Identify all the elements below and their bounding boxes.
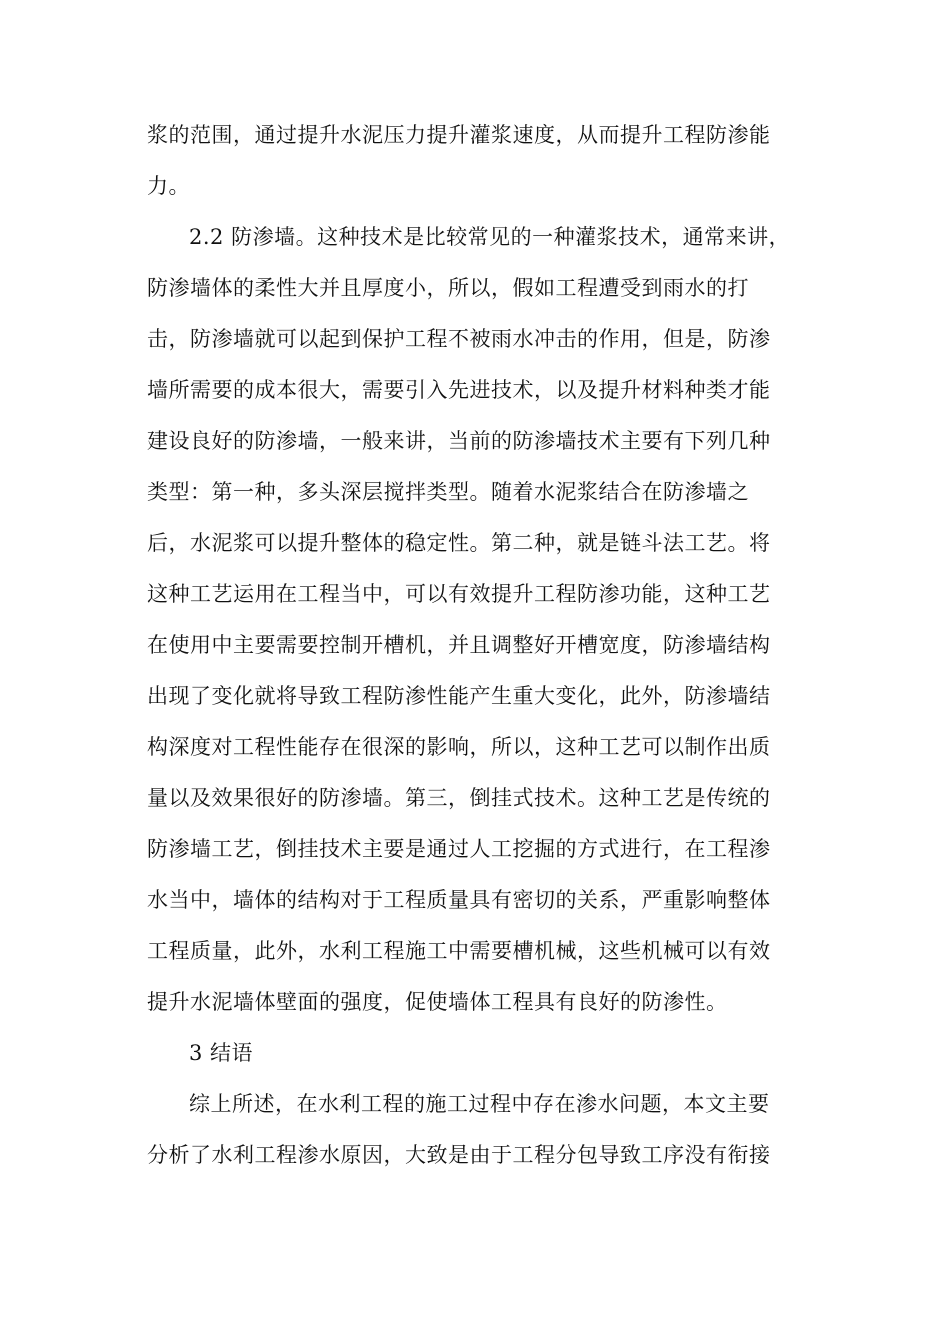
- text-line: 建设良好的防渗墙，一般来讲，当前的防渗墙技术主要有下列几种: [147, 429, 771, 453]
- text-line: 浆的范围，通过提升水泥压力提升灌浆速度，从而提升工程防渗能: [147, 123, 771, 147]
- text-line: 类型：第一种，多头深层搅拌类型。随着水泥浆结合在防渗墙之: [147, 480, 749, 504]
- body-text: [147, 110, 797, 1181]
- section-heading: 3 结语: [189, 1041, 254, 1065]
- text-line: 工程质量，此外，水利工程施工中需要槽机械，这些机械可以有效: [147, 939, 771, 963]
- text-line: 防渗墙工艺，倒挂技术主要是通过人工挖掘的方式进行，在工程渗: [147, 837, 771, 861]
- text-line: 分析了水利工程渗水原因，大致是由于工程分包导致工序没有衔接: [147, 1143, 771, 1167]
- text-line: 出现了变化就将导致工程防渗性能产生重大变化，此外，防渗墙结: [147, 684, 771, 708]
- text-line: 提升水泥墙体壁面的强度，促使墙体工程具有良好的防渗性。: [147, 990, 728, 1014]
- text-line: 击，防渗墙就可以起到保护工程不被雨水冲击的作用，但是，防渗: [147, 327, 771, 351]
- text-line: 量以及效果很好的防渗墙。第三，倒挂式技术。这种工艺是传统的: [147, 786, 771, 810]
- text-line: 综上所述，在水利工程的施工过程中存在渗水问题，本文主要: [189, 1092, 770, 1116]
- text-line: 防渗墙体的柔性大并且厚度小，所以，假如工程遭受到雨水的打: [147, 276, 749, 300]
- text-line: 墙所需要的成本很大，需要引入先进技术，以及提升材料种类才能: [147, 378, 771, 402]
- section-heading-inline: 2.2 防渗墙。这种技术是比较常见的一种灌浆技术，通常来讲，: [189, 225, 791, 249]
- text-line: 水当中，墙体的结构对于工程质量具有密切的关系，严重影响整体: [147, 888, 771, 912]
- text-line: 后，水泥浆可以提升整体的稳定性。第二种，就是链斗法工艺。将: [147, 531, 771, 555]
- text-line: 力。: [147, 174, 190, 198]
- text-line: 这种工艺运用在工程当中，可以有效提升工程防渗功能，这种工艺: [147, 582, 771, 606]
- text-line: 构深度对工程性能存在很深的影响，所以，这种工艺可以制作出质: [147, 735, 771, 759]
- text-line: 在使用中主要需要控制开槽机，并且调整好开槽宽度，防渗墙结构: [147, 633, 771, 657]
